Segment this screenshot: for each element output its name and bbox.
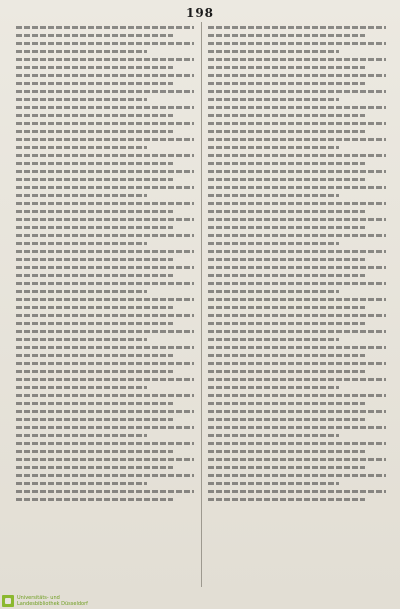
directory-entry-line: [208, 266, 386, 269]
directory-entry-line: [208, 410, 386, 413]
directory-entry-line: [16, 370, 173, 373]
directory-entry-line: [16, 138, 194, 141]
directory-entry-line: [208, 194, 339, 197]
directory-entry-line: [208, 378, 386, 381]
directory-entry-line: [208, 106, 386, 109]
directory-entry-line: [16, 122, 194, 125]
directory-columns: [16, 22, 390, 587]
directory-entry-line: [16, 330, 194, 333]
directory-entry-line: [208, 170, 386, 173]
directory-entry-line: [208, 234, 386, 237]
directory-entry-line: [208, 50, 339, 53]
directory-entry-line: [16, 346, 194, 349]
directory-entry-line: [208, 34, 365, 37]
directory-entry-line: [208, 42, 386, 45]
directory-entry-line: [16, 66, 173, 69]
directory-entry-line: [208, 482, 339, 485]
directory-entry-line: [208, 138, 386, 141]
directory-entry-line: [16, 162, 173, 165]
directory-entry-line: [208, 122, 386, 125]
directory-entry-line: [16, 42, 194, 45]
directory-entry-line: [16, 58, 194, 61]
library-logo-icon: [2, 595, 14, 607]
directory-entry-line: [208, 114, 365, 117]
directory-entry-line: [208, 458, 386, 461]
directory-entry-line: [208, 386, 339, 389]
directory-entry-line: [16, 234, 194, 237]
directory-entry-line: [208, 402, 365, 405]
directory-entry-line: [208, 338, 339, 341]
logo-line-2: Landesbibliothek Düsseldorf: [17, 601, 88, 607]
directory-entry-line: [16, 226, 173, 229]
directory-entry-line: [208, 218, 386, 221]
directory-entry-line: [208, 146, 339, 149]
directory-entry-line: [16, 74, 194, 77]
directory-entry-line: [16, 466, 173, 469]
directory-entry-line: [16, 354, 173, 357]
directory-entry-line: [208, 434, 339, 437]
directory-entry-line: [16, 34, 173, 37]
directory-entry-line: [16, 418, 173, 421]
directory-entry-line: [208, 474, 386, 477]
directory-entry-line: [208, 66, 365, 69]
directory-entry-line: [208, 274, 365, 277]
directory-entry-line: [208, 250, 386, 253]
directory-entry-line: [16, 202, 194, 205]
directory-entry-line: [208, 298, 386, 301]
directory-entry-line: [208, 282, 386, 285]
directory-entry-line: [16, 106, 194, 109]
directory-entry-line: [208, 490, 386, 493]
directory-entry-line: [16, 242, 147, 245]
directory-entry-line: [208, 418, 365, 421]
directory-entry-line: [16, 130, 173, 133]
directory-entry-line: [16, 26, 194, 29]
directory-entry-line: [16, 154, 194, 157]
directory-entry-line: [16, 210, 173, 213]
directory-entry-line: [208, 186, 386, 189]
directory-entry-line: [16, 442, 194, 445]
directory-entry-line: [208, 210, 365, 213]
directory-entry-line: [208, 322, 365, 325]
directory-entry-line: [16, 218, 194, 221]
directory-entry-line: [16, 322, 173, 325]
directory-entry-line: [16, 410, 194, 413]
directory-entry-line: [208, 306, 365, 309]
directory-entry-line: [16, 266, 194, 269]
library-logo: [2, 595, 88, 607]
directory-entry-line: [208, 202, 386, 205]
directory-entry-line: [16, 490, 194, 493]
directory-entry-line: [16, 90, 194, 93]
directory-entry-line: [16, 426, 194, 429]
directory-entry-line: [16, 402, 173, 405]
directory-entry-line: [16, 50, 147, 53]
logo-line-1: Universitäts- und: [17, 595, 60, 601]
directory-entry-line: [16, 362, 194, 365]
directory-entry-line: [16, 482, 147, 485]
directory-entry-line: [16, 146, 147, 149]
left-column: [16, 22, 198, 587]
directory-entry-line: [208, 258, 365, 261]
directory-entry-line: [16, 170, 194, 173]
directory-entry-line: [208, 290, 339, 293]
directory-entry-line: [208, 442, 386, 445]
directory-entry-line: [208, 354, 365, 357]
directory-entry-line: [16, 314, 194, 317]
directory-entry-line: [16, 498, 173, 501]
page-number: 198: [185, 6, 215, 20]
directory-entry-line: [208, 82, 365, 85]
directory-entry-line: [208, 90, 386, 93]
directory-entry-line: [208, 394, 386, 397]
directory-entry-line: [208, 450, 365, 453]
directory-entry-line: [16, 434, 147, 437]
directory-entry-line: [208, 130, 365, 133]
right-column: [208, 22, 390, 587]
directory-entry-line: [208, 314, 386, 317]
directory-entry-line: [16, 250, 194, 253]
directory-entry-line: [208, 26, 386, 29]
directory-entry-line: [16, 178, 173, 181]
directory-entry-line: [16, 194, 147, 197]
directory-entry-line: [16, 98, 147, 101]
directory-entry-line: [16, 386, 147, 389]
directory-entry-line: [208, 98, 339, 101]
directory-entry-line: [16, 378, 194, 381]
directory-entry-line: [16, 338, 147, 341]
directory-entry-line: [208, 178, 365, 181]
directory-entry-line: [208, 226, 365, 229]
library-logo-text: [17, 595, 88, 607]
directory-entry-line: [208, 362, 386, 365]
directory-entry-line: [16, 290, 147, 293]
directory-entry-line: [208, 426, 386, 429]
directory-entry-line: [16, 186, 194, 189]
directory-entry-line: [208, 466, 365, 469]
directory-entry-line: [208, 162, 365, 165]
directory-entry-line: [16, 82, 173, 85]
directory-entry-line: [208, 330, 386, 333]
directory-entry-line: [16, 114, 173, 117]
directory-entry-line: [208, 498, 365, 501]
directory-entry-line: [208, 242, 339, 245]
directory-entry-line: [16, 450, 173, 453]
directory-entry-line: [16, 458, 194, 461]
directory-entry-line: [16, 394, 194, 397]
directory-entry-line: [16, 298, 194, 301]
directory-entry-line: [16, 474, 194, 477]
directory-entry-line: [16, 282, 194, 285]
directory-entry-line: [208, 74, 386, 77]
directory-entry-line: [208, 58, 386, 61]
directory-entry-line: [208, 346, 386, 349]
directory-entry-line: [16, 274, 173, 277]
directory-entry-line: [16, 306, 173, 309]
directory-entry-line: [208, 154, 386, 157]
directory-entry-line: [208, 370, 365, 373]
directory-entry-line: [16, 258, 173, 261]
